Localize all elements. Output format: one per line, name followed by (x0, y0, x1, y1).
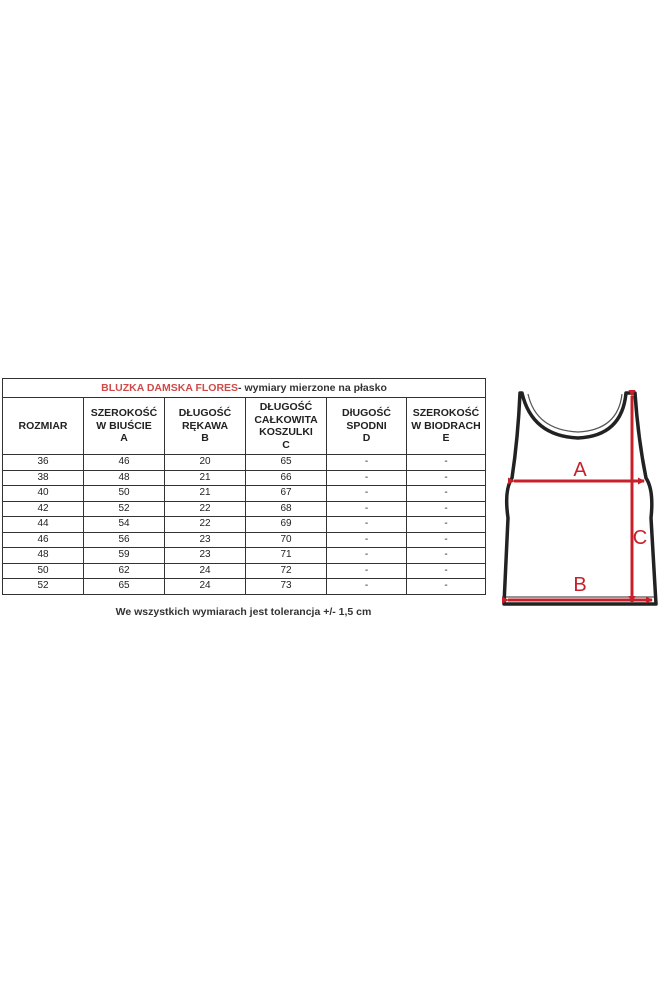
table-cell: 73 (246, 579, 327, 595)
table-cell: - (327, 486, 407, 502)
table-cell: - (407, 501, 486, 517)
table-cell: 71 (246, 548, 327, 564)
table-cell: 56 (84, 532, 165, 548)
table-row (3, 548, 486, 564)
header-line: ROZMIAR (18, 419, 68, 432)
table-cell: 38 (3, 470, 84, 486)
header-line: CAŁKOWITA (254, 413, 318, 426)
label-a: A (573, 459, 587, 481)
header-line: E (442, 432, 450, 445)
header-bust-width (84, 398, 165, 455)
size-table (2, 378, 486, 595)
table-cell: - (407, 548, 486, 564)
table-row (3, 501, 486, 517)
table-cell: - (327, 517, 407, 533)
table-cell: 52 (3, 579, 84, 595)
table-cell: 70 (246, 532, 327, 548)
table-cell: 21 (165, 470, 246, 486)
table-cell: - (327, 548, 407, 564)
header-line: RĘKAWA (181, 419, 229, 432)
table-cell: 59 (84, 548, 165, 564)
table-cell: 65 (84, 579, 165, 595)
header-sleeve-length (165, 398, 246, 455)
table-cell: 20 (165, 455, 246, 471)
table-cell: 23 (165, 532, 246, 548)
table-cell: - (407, 563, 486, 579)
table-cell: 54 (84, 517, 165, 533)
header-line: W BIUŚCIE (96, 419, 152, 432)
table-cell: 36 (3, 455, 84, 471)
table-cell: - (327, 501, 407, 517)
header-size (3, 398, 84, 455)
header-hip-width (407, 398, 486, 455)
table-cell: 50 (3, 563, 84, 579)
header-line: DłUGOŚĆ (341, 407, 391, 420)
table-cell: - (407, 579, 486, 595)
header-line: DŁUGOŚĆ (178, 407, 232, 420)
table-cell: 48 (3, 548, 84, 564)
table-row (3, 579, 486, 595)
table-cell: 46 (84, 455, 165, 471)
table-cell: - (327, 579, 407, 595)
table-cell: - (407, 470, 486, 486)
header-pants-length (327, 398, 407, 455)
table-cell: 46 (3, 532, 84, 548)
table-cell: 21 (165, 486, 246, 502)
header-line: SPODNI (346, 419, 387, 432)
table-cell: 72 (246, 563, 327, 579)
label-c: C (632, 527, 648, 549)
title-subtitle: - wymiary mierzone na płasko (238, 382, 387, 394)
label-b: B (573, 574, 587, 596)
table-cell: 24 (165, 563, 246, 579)
table-row (3, 470, 486, 486)
table-cell: 24 (165, 579, 246, 595)
table-cell: - (327, 455, 407, 471)
table-cell: 65 (246, 455, 327, 471)
table-cell: - (407, 532, 486, 548)
table-cell: 44 (3, 517, 84, 533)
tolerance-note: We wszystkich wymiarach jest tolerancja +/- 1,5 cm (115, 606, 372, 618)
header-total-length (246, 398, 327, 455)
header-line: C (282, 438, 290, 451)
table-cell: 22 (165, 517, 246, 533)
header-line: W BIODRACH (411, 419, 481, 432)
header-line: B (201, 432, 209, 445)
header-line: DŁUGOŚĆ (259, 401, 313, 413)
table-cell: 69 (246, 517, 327, 533)
table-row (3, 517, 486, 533)
table-cell: 23 (165, 548, 246, 564)
table-cell: 22 (165, 501, 246, 517)
header-line: SZEROKOŚĆ (412, 407, 480, 420)
table-cell: 50 (84, 486, 165, 502)
table-cell: 42 (3, 501, 84, 517)
table-cell: - (407, 517, 486, 533)
header-row (3, 398, 486, 455)
tank-top-diagram (492, 378, 665, 624)
table-cell: 68 (246, 501, 327, 517)
table-cell: 40 (3, 486, 84, 502)
product-name: BLUZKA DAMSKA FLORES (101, 382, 239, 394)
table-body (3, 455, 486, 595)
table-cell: 67 (246, 486, 327, 502)
table-cell: - (327, 532, 407, 548)
table-cell: - (407, 486, 486, 502)
header-line: D (362, 432, 371, 445)
header-line: A (120, 432, 128, 445)
table-cell: - (327, 563, 407, 579)
table-cell: 66 (246, 470, 327, 486)
table-cell: - (407, 455, 486, 471)
table-cell: 62 (84, 563, 165, 579)
table-cell: 52 (84, 501, 165, 517)
table-cell: - (327, 470, 407, 486)
table-row (3, 486, 486, 502)
header-line: SZEROKOŚĆ (90, 407, 158, 420)
table-cell: 48 (84, 470, 165, 486)
header-line: KOSZULKI (259, 426, 313, 438)
table-row (3, 563, 486, 579)
table-title (3, 379, 486, 398)
table-row (3, 532, 486, 548)
table-row (3, 455, 486, 471)
